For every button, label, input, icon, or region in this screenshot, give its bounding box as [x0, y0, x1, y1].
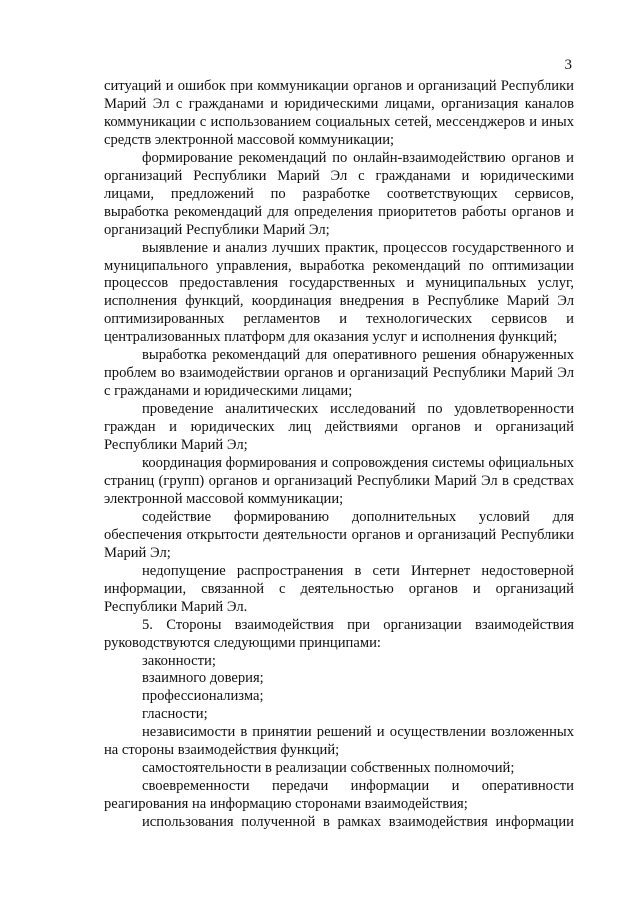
list-item: взаимного доверия;	[142, 670, 264, 687]
paragraph: выявление и анализ лучших практик, процессов государственного и муниципального управления, выработка рекомендаций по оптимизации процессов предоставления государственных и муниципальных услуг, исполнения функций, координация внедрения в Республике Марий Эл оптимизированных регламентов и технологических сервисов и централизованных платформ для оказания услуг и исполнения функций;	[104, 239, 574, 346]
paragraph: содействие формированию дополнительных условий для обеспечения открытости деятельности органов и организаций Республики Марий Эл;	[104, 508, 574, 561]
list-item: использования полученной в рамках взаимодействия информации	[142, 814, 574, 831]
list-item: профессионализма;	[142, 688, 264, 705]
paragraph: координация формирования и сопровождения системы официальных страниц (групп) органов и организаций Республики Марий Эл в средствах электронной массовой коммуникации;	[104, 455, 574, 507]
list-item: законности;	[142, 652, 216, 669]
list-item: самостоятельности в реализации собственных полномочий;	[142, 760, 515, 777]
list-item: независимости в принятии решений и осуществлении возложенных на стороны взаимодействия функций;	[104, 724, 574, 759]
paragraph-continuation: ситуаций и ошибок при коммуникации органов и организаций Республики Марий Эл с гражданами и юридическими лицами, организация каналов коммуникации с использованием социальных сетей, мессенджеров и иных средств электронной массовой коммуникации;	[104, 78, 574, 148]
page-number: 3	[564, 57, 572, 73]
document-body	[104, 78, 574, 832]
paragraph: проведение аналитических исследований по удовлетворенности граждан и юридических лиц действиями органов и организаций Республики Марий Эл;	[104, 401, 574, 454]
paragraph: формирование рекомендаций по онлайн-взаимодействию органов и организаций Республики Марий Эл с гражданами и юридическими лицами, предложений по разработке соответствующих сервисов, выработка рекомендаций для определения приоритетов работы органов и организаций Республики Марий Эл;	[104, 149, 574, 238]
paragraph: недопущение распространения в сети Интернет недостоверной информации, связанной с деятельностью органов и организаций Республики Марий Эл.	[104, 562, 574, 615]
list-item: своевременности передачи информации и оперативности реагирования на информацию сторонами взаимодействия;	[104, 778, 574, 813]
paragraph: выработка рекомендаций для оперативного решения обнаруженных проблем во взаимодействии органов и организаций Республики Марий Эл с гражданами и юридическими лицами;	[104, 347, 574, 400]
list-item: гласности;	[142, 706, 208, 723]
section-paragraph: 5. Стороны взаимодействия при организации взаимодействия руководствуются следующими принципами:	[104, 616, 574, 651]
